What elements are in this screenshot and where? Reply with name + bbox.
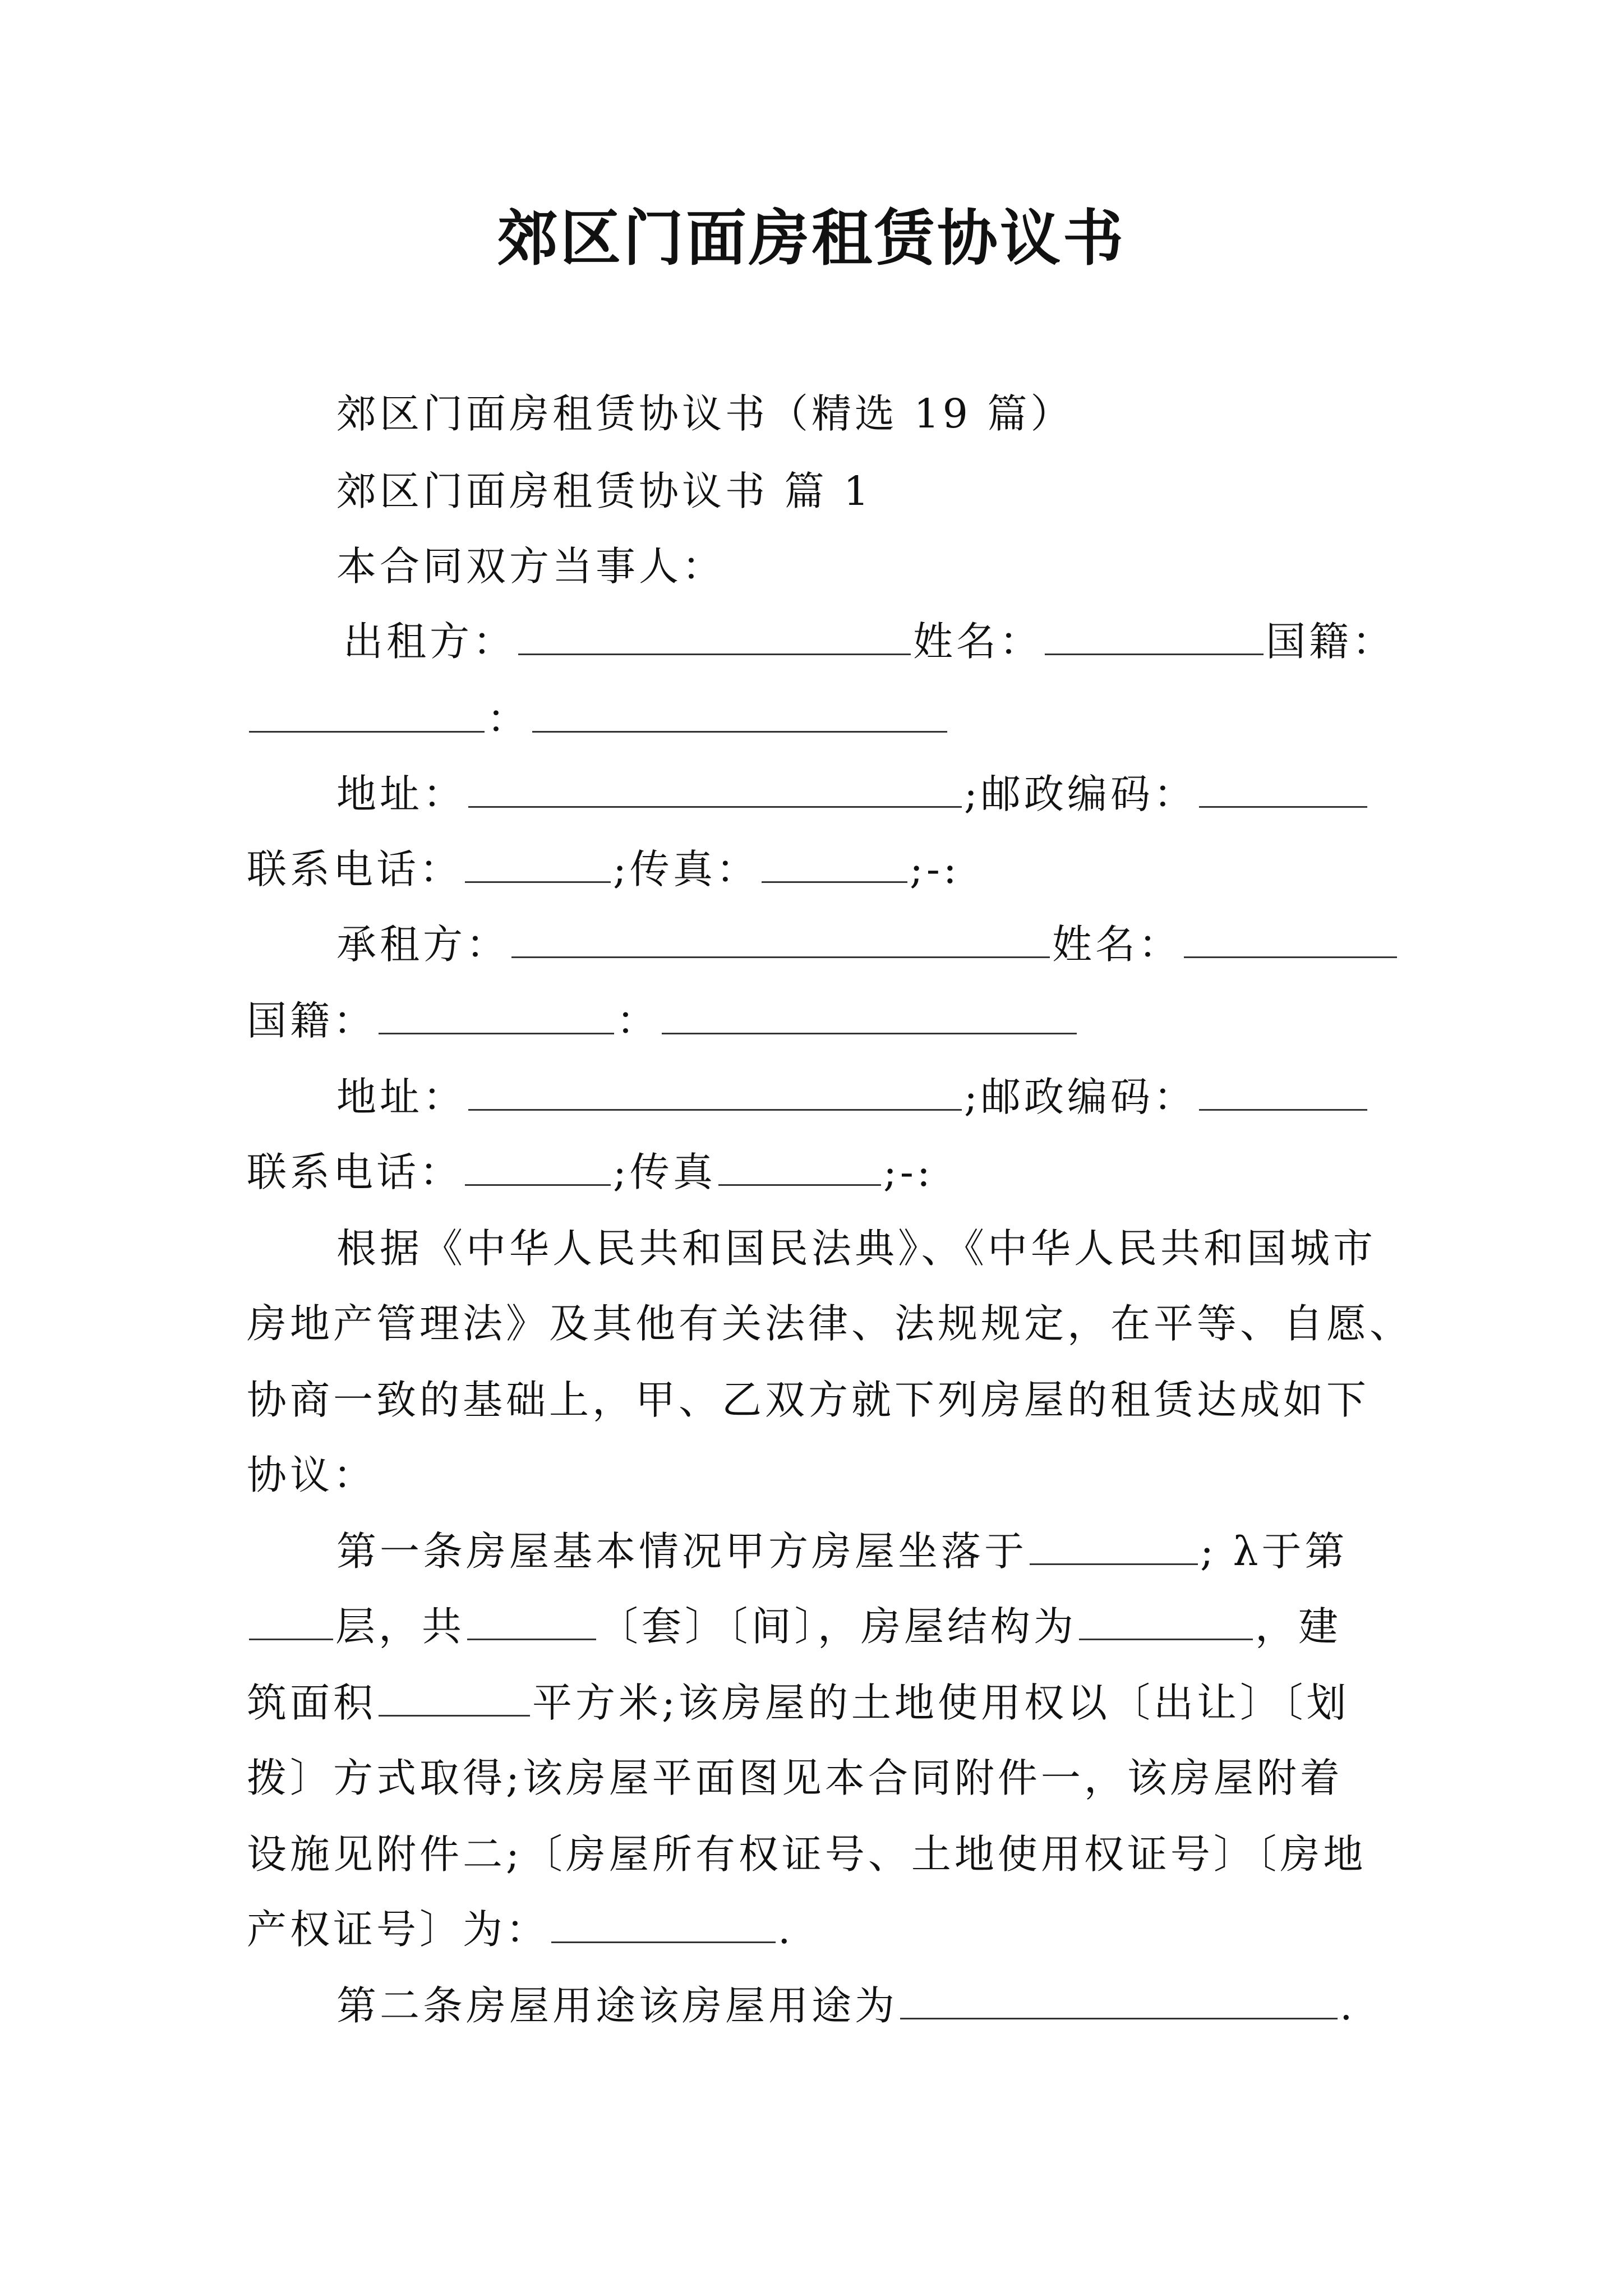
lessor-phone-blank[interactable] <box>465 846 611 883</box>
lessee-phone-label: 联系电话： <box>247 1149 463 1195</box>
lessee-nationality-line <box>247 993 1079 1049</box>
article1-line: 设施见附件二;〔房屋所有权证号、土地使用权证号〕〔房地 <box>247 1831 1367 1878</box>
lessee-label: 承租方： <box>336 921 510 968</box>
structure-blank[interactable] <box>1079 1604 1253 1640</box>
colon-label: ： <box>487 696 531 742</box>
article1-text: 〔套〕〔间〕，房屋结构为 <box>598 1603 1077 1650</box>
postcode-label: ;邮政编码： <box>964 771 1197 817</box>
count-blank[interactable] <box>467 1604 596 1640</box>
section-heading: 郊区门面房租赁协议书 篇 1 <box>336 468 873 514</box>
article1-text: 层，共 <box>335 1603 465 1650</box>
lessor-nationality-line <box>247 691 949 747</box>
location-blank[interactable] <box>1030 1529 1198 1565</box>
subtitle-line: 郊区门面房租赁协议书（精选 19 篇） <box>336 390 1074 437</box>
lessor-line <box>343 614 1395 670</box>
article1-text: 第一条房屋基本情况甲方房屋坐落于 <box>336 1528 1028 1575</box>
nationality-label: 国籍： <box>1266 618 1396 665</box>
lessor-label: 出租方： <box>343 618 517 665</box>
lessee-postcode-label: ;邮政编码： <box>964 1074 1197 1120</box>
article1-text: ，建 <box>1255 1603 1342 1650</box>
lessee-postcode-blank[interactable] <box>1199 1074 1367 1111</box>
article1-text: 产权证号〕为： <box>247 1906 550 1953</box>
name-label: 姓名： <box>913 618 1043 665</box>
article1-text: ; λ于第 <box>1200 1528 1348 1575</box>
lessee-phone-line <box>247 1144 934 1200</box>
lessee-blank[interactable] <box>511 922 1050 958</box>
lessor-extra-blank[interactable] <box>532 696 947 733</box>
lessee-fax-blank[interactable] <box>718 1149 881 1186</box>
article1-line: 拨〕方式取得;该房屋平面图见本合同附件一，该房屋附着 <box>247 1755 1343 1801</box>
lessee-address-label: 地址： <box>336 1074 467 1120</box>
lessee-line <box>336 917 1399 973</box>
lessee-colon-label: ： <box>616 997 660 1044</box>
article1-text: 筑面积 <box>247 1680 377 1726</box>
lessor-nationality-blank[interactable] <box>249 696 485 733</box>
floor-blank[interactable] <box>249 1604 333 1640</box>
lessee-name-blank[interactable] <box>1184 922 1397 958</box>
lessor-name-blank[interactable] <box>1045 619 1264 655</box>
document-title: 郊区门面房租赁协议书 <box>497 203 1126 274</box>
article2-text: 第二条房屋用途该房屋用途为 <box>336 1982 898 2029</box>
article1-line <box>247 1902 794 1958</box>
paragraph-line: 协商一致的基础上，甲、乙双方就下列房屋的租赁达成如下 <box>247 1377 1370 1423</box>
lessee-phone-blank[interactable] <box>465 1149 611 1186</box>
paragraph-line: 协议： <box>247 1452 377 1498</box>
lessor-address-blank[interactable] <box>468 771 962 808</box>
lessor-postcode-blank[interactable] <box>1199 771 1367 808</box>
article2-line <box>336 1978 1356 2034</box>
lessee-name-label: 姓名： <box>1052 921 1182 968</box>
phone-label: 联系电话： <box>247 846 463 892</box>
article1-line <box>336 1524 1348 1580</box>
area-blank[interactable] <box>379 1680 530 1717</box>
paragraph-line: 房地产管理法》及其他有关法律、法规规定，在平等、自愿、 <box>247 1300 1413 1347</box>
lessor-phone-line <box>247 841 960 898</box>
article1-line <box>247 1599 1341 1655</box>
email-label: ;-: <box>909 846 960 892</box>
lessee-fax-label: ;传真 <box>613 1149 716 1195</box>
fax-label: ;传真： <box>613 846 759 892</box>
lessor-fax-blank[interactable] <box>762 846 907 883</box>
lessee-nationality-label: 国籍： <box>247 997 377 1044</box>
lessor-blank[interactable] <box>518 619 911 655</box>
address-label: 地址： <box>336 771 467 817</box>
paragraph-line: 根据《中华人民共和国民法典》、《中华人民共和国城市 <box>336 1225 1377 1272</box>
article1-text: 平方米;该房屋的土地使用权以〔出让〕〔划 <box>532 1680 1350 1726</box>
article2-text: . <box>1340 1982 1356 2029</box>
lessee-email-label: ;-: <box>883 1149 934 1195</box>
lessee-extra-blank[interactable] <box>662 998 1077 1034</box>
lessee-address-line <box>336 1069 1370 1125</box>
certificate-blank[interactable] <box>551 1907 776 1943</box>
lessor-address-line <box>336 766 1370 822</box>
article1-line <box>247 1675 1349 1731</box>
parties-intro: 本合同双方当事人： <box>336 543 726 590</box>
usage-blank[interactable] <box>900 1983 1338 2019</box>
lessee-address-blank[interactable] <box>468 1074 962 1111</box>
lessee-nationality-blank[interactable] <box>379 998 614 1034</box>
article1-text: . <box>778 1906 794 1953</box>
